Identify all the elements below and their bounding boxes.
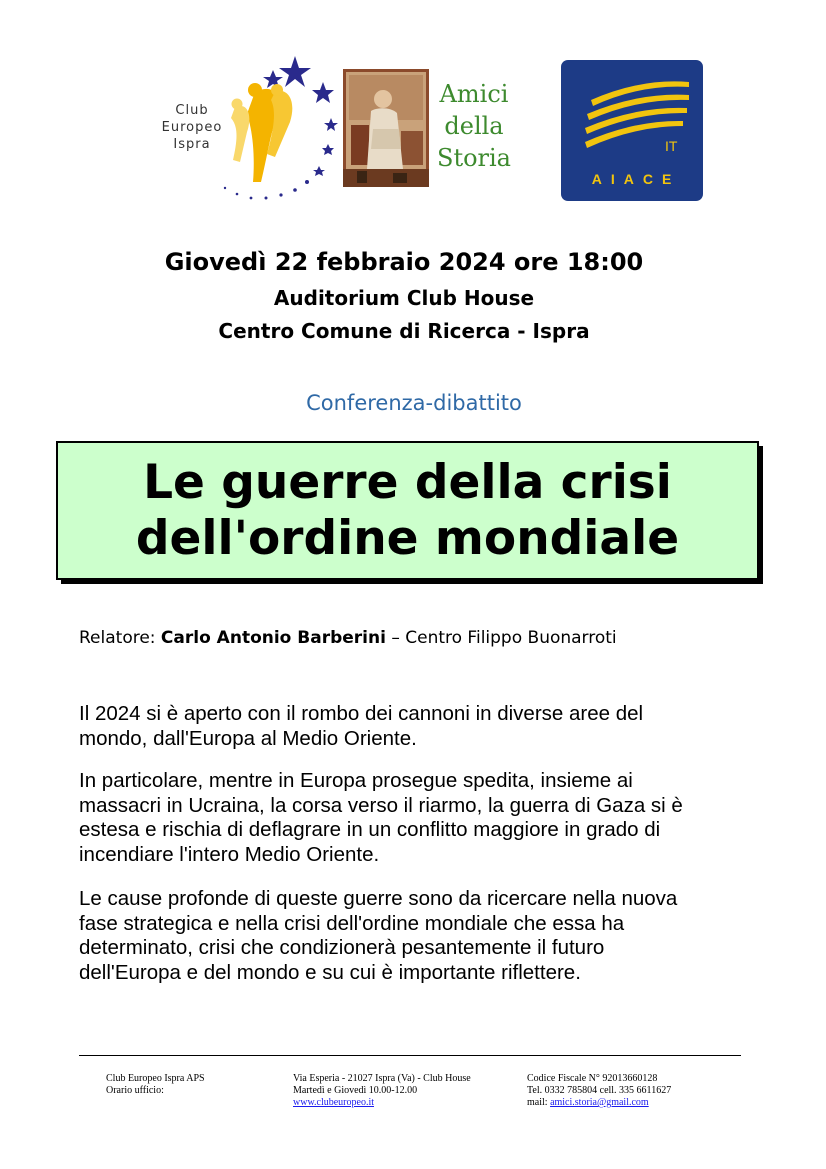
speaker-line xyxy=(79,628,617,648)
body-paragraph-1 xyxy=(79,702,739,751)
text-line: determinato, crisi che condizionerà pesantemente il futuro xyxy=(79,936,605,959)
footer-tax-code: Codice Fiscale N° 92013660128 xyxy=(527,1073,658,1084)
body-paragraph-2 xyxy=(79,769,739,867)
amici-line-1: Amici xyxy=(439,80,509,108)
club-europeo-logo xyxy=(135,52,345,204)
footer-mail-line xyxy=(527,1097,671,1109)
footer-org-column xyxy=(106,1073,205,1097)
club-line-3: Ispra xyxy=(173,137,211,152)
footer-address: Via Esperia - 21027 Ispra (Va) - Club House xyxy=(293,1073,471,1084)
amici-line-3: Storia xyxy=(437,144,511,172)
amici-della-storia-wordmark xyxy=(434,78,514,174)
title-line-2: dell'ordine mondiale xyxy=(135,511,680,566)
footer-mail-label: mail: xyxy=(527,1097,551,1108)
event-type: Conferenza-dibattito xyxy=(306,391,522,415)
club-line-2: Europeo xyxy=(161,120,223,135)
text-line: mondo, dall'Europa al Medio Oriente. xyxy=(79,726,417,750)
footer-divider xyxy=(79,1055,741,1056)
text-line: massacri in Ucraina, la corsa verso il riarmo, la guerra di Gaza si è xyxy=(79,793,683,817)
aiace-country-code: IT xyxy=(665,138,678,154)
footer-org-name: Club Europeo Ispra APS xyxy=(106,1073,205,1084)
amici-line-2: della xyxy=(444,112,504,140)
amici-della-storia-painting xyxy=(343,69,429,187)
conference-title xyxy=(58,455,757,567)
text-line: incendiare l'intero Medio Oriente. xyxy=(79,842,380,866)
text-line: fase strategica e nella crisi dell'ordine mondiale che essa ha xyxy=(79,911,625,935)
text-line: In particolare, mentre in Europa prosegue spedita, insieme ai xyxy=(79,769,633,792)
title-line-1: Le guerre della crisi xyxy=(143,455,672,510)
footer-hours: Martedì e Giovedì 10.00-12.00 xyxy=(293,1085,418,1096)
footer-office-hours-label: Orario ufficio: xyxy=(106,1085,164,1096)
footer-phone: Tel. 0332 785804 cell. 335 6611627 xyxy=(527,1085,672,1096)
footer-contact-column xyxy=(527,1073,671,1109)
text-line: Le cause profonde di queste guerre sono da ricercare nella nuova xyxy=(79,887,678,910)
event-date: Giovedì 22 febbraio 2024 ore 18:00 xyxy=(164,248,644,276)
text-line: dell'Europa e del mondo e su cui è importante riflettere. xyxy=(79,960,581,984)
body-paragraph-3 xyxy=(79,887,739,985)
footer-address-column xyxy=(293,1073,471,1109)
text-line: Il 2024 si è aperto con il rombo dei cannoni in diverse aree del xyxy=(79,702,644,725)
speaker-affiliation: – Centro Filippo Buonarroti xyxy=(385,628,617,648)
aiace-name: AIACE xyxy=(591,171,681,187)
aiace-logo xyxy=(561,60,703,201)
footer-website-link[interactable]: www.clubeuropeo.it xyxy=(293,1097,374,1108)
speaker-name: Carlo Antonio Barberini xyxy=(160,628,386,648)
club-line-1: Club xyxy=(175,103,209,118)
speaker-prefix: Relatore: xyxy=(79,628,161,648)
title-box xyxy=(56,441,759,580)
text-line: estesa e rischia di deflagrare in un conflitto maggiore in grado di xyxy=(79,818,661,841)
event-venue: Auditorium Club House xyxy=(273,286,535,310)
event-location: Centro Comune di Ricerca - Ispra xyxy=(218,319,590,343)
club-europeo-wordmark xyxy=(147,102,237,153)
footer-email-link[interactable]: amici.storia@gmail.com xyxy=(550,1097,649,1108)
